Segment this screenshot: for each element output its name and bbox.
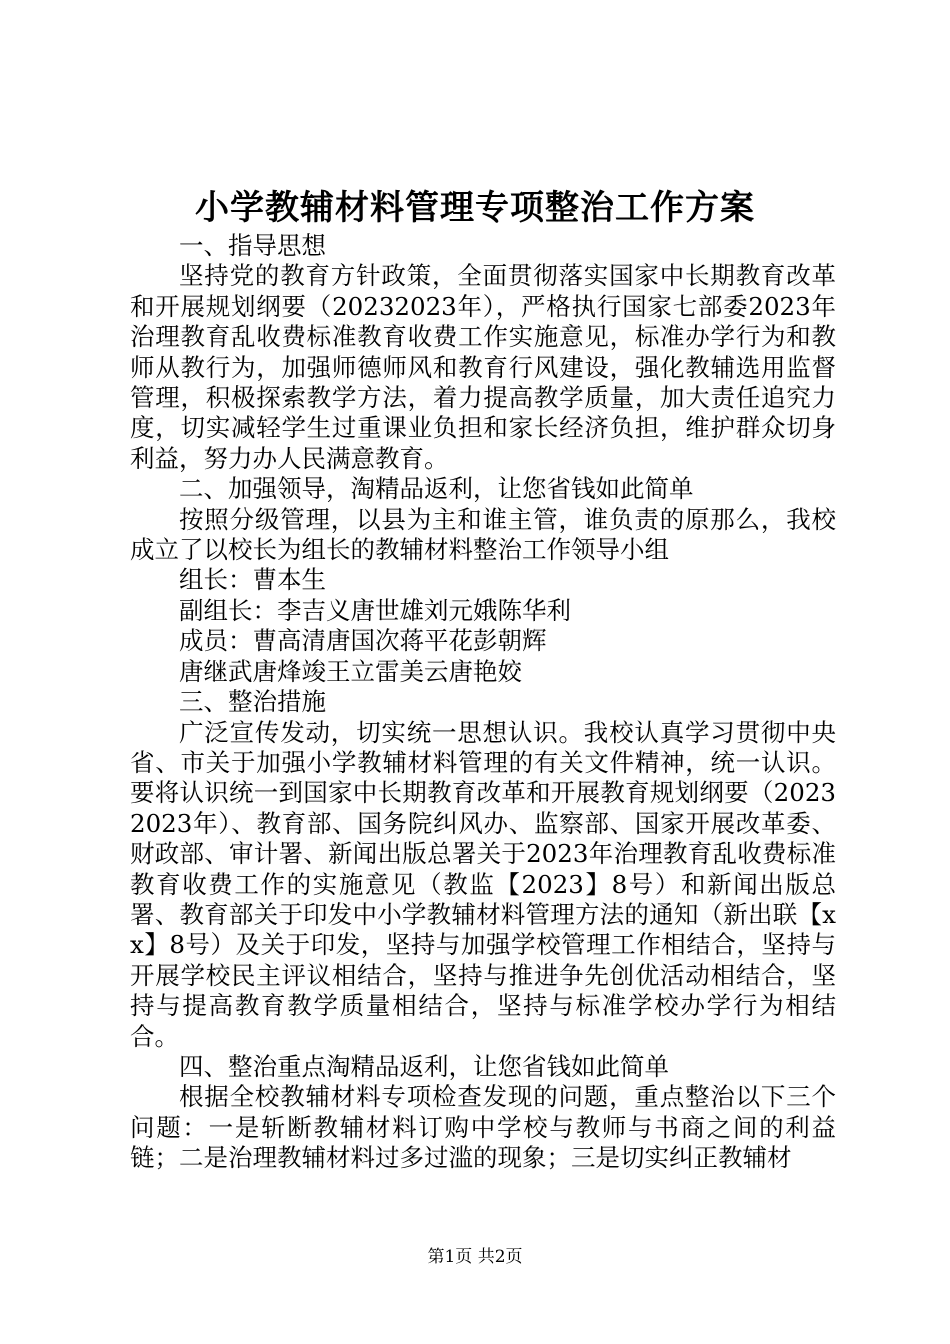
team-leader-line: 组长：曹本生: [179, 565, 326, 595]
paragraph-leadership: 按照分级管理，以县为主和谁主管，谁负责的原那么，我校成立了以校长为组长的教辅材料整治工作领导小组: [130, 504, 836, 565]
deputy-leaders-line: 副组长：李吉义唐世雄刘元娥陈华利: [179, 595, 571, 625]
paragraph-key-points: 根据全校教辅材料专项检查发现的问题，重点整治以下三个问题：一是斩断教辅材料订购中学校与教师与书商之间的利益链；二是治理教辅材料过多过滥的现象；三是切实纠正教辅材: [130, 1082, 836, 1173]
paragraph-measures: 广泛宣传发动，切实统一思想认识。我校认真学习贯彻中央省、市关于加强小学教辅材料管理的有关文件精神，统一认识。要将认识统一到国家中长期教育改革和开展教育规划纲要（20232023年）、教育部、国务院纠风办、监察部、国家开展改革委、财政部、审计署、新闻出版总署关于2023年治理教育乱收费标准教育收费工作的实施意见（教监【2023】8号）和新闻出版总署、教育部关于印发中小学教辅材料管理方法的通知（新出联【xx】8号）及关于印发，坚持与加强学校管理工作相结合，坚持与开展学校民主评议相结合，坚持与推进争先创优活动相结合，坚持与提高教育教学质量相结合，坚持与标准学校办学行为相结合。: [130, 717, 836, 1051]
paragraph-guiding-ideology: 坚持党的教育方针政策，全面贯彻落实国家中长期教育改革和开展规划纲要（20232023年），严格执行国家七部委2023年治理教育乱收费标准教育收费工作实施意见，标准办学行为和教师从教行为，加强师德师风和教育行风建设，强化教辅选用监督管理，积极探索教学方法，着力提高教学质量，加大责任追究力度，切实减轻学生过重课业负担和家长经济负担，维护群众切身利益，努力办人民满意教育。: [130, 261, 836, 473]
page-number-footer: 第1页 共2页: [427, 1247, 523, 1267]
document-body: [130, 231, 836, 1174]
members-line-continued: 唐继武唐烽竣王立雷美云唐艳姣: [179, 656, 522, 686]
members-line: 成员：曹高清唐国次蒋平花彭朝辉: [179, 626, 547, 656]
section-heading-key-points: 四、整治重点淘精品返利，让您省钱如此简单: [179, 1051, 669, 1081]
document-title: 小学教辅材料管理专项整治工作方案: [195, 188, 755, 228]
section-heading-guiding-ideology: 一、指导思想: [179, 231, 326, 260]
section-heading-leadership: 二、加强领导，淘精品返利，让您省钱如此简单: [179, 474, 694, 504]
section-heading-measures: 三、整治措施: [179, 687, 326, 717]
